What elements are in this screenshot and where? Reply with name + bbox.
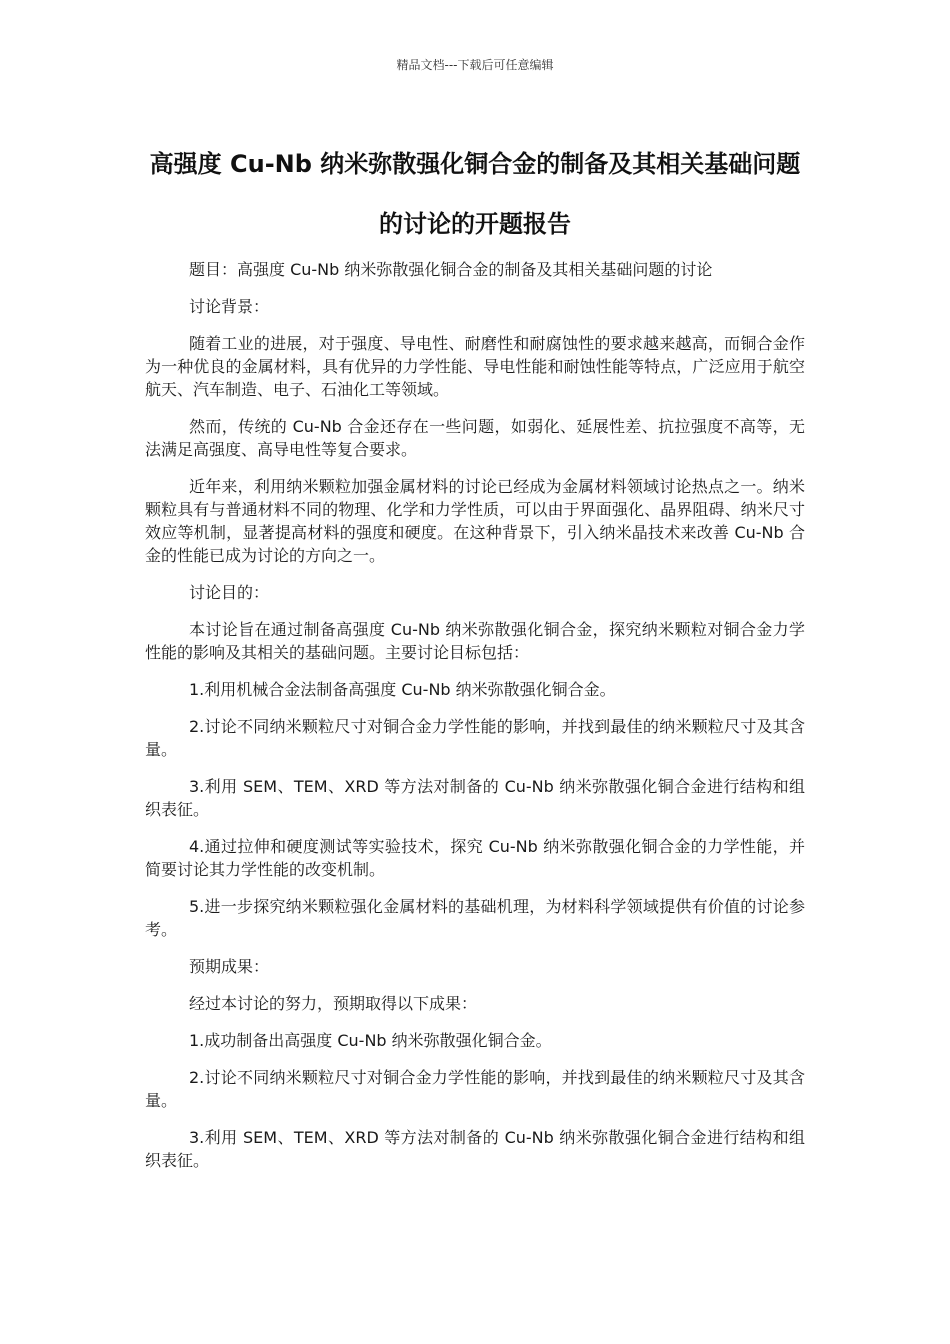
list-item-goal-2: 2.讨论不同纳米颗粒尺寸对铜合金力学性能的影响，并找到最佳的纳米颗粒尺寸及其含量。 [145,717,805,759]
heading-purpose: 讨论目的： [189,583,270,602]
list-item-result-2: 2.讨论不同纳米颗粒尺寸对铜合金力学性能的影响，并找到最佳的纳米颗粒尺寸及其含量。 [145,1068,805,1110]
list-item-goal-1: 1.利用机械合金法制备高强度 Cu-Nb 纳米弥散强化铜合金。 [189,680,616,699]
list-item-goal-3: 3.利用 SEM、TEM、XRD 等方法对制备的 Cu-Nb 纳米弥散强化铜合金进行结构和组织表征。 [145,777,805,819]
document-title: 高强度 Cu-Nb 纳米弥散强化铜合金的制备及其相关基础问题的讨论的开题报告 [149,150,801,238]
paragraph-background-2: 然而，传统的 Cu-Nb 合金还存在一些问题，如弱化、延展性差、抗拉强度不高等，无法满足高强度、高导电性等复合要求。 [145,417,805,459]
list-item-result-1: 1.成功制备出高强度 Cu-Nb 纳米弥散强化铜合金。 [189,1031,552,1050]
document-body [145,258,805,1186]
header-note: 精品文档---下载后可任意编辑 [396,58,554,72]
list-item-goal-5: 5.进一步探究纳米颗粒强化金属材料的基础机理，为材料科学领域提供有价值的讨论参考。 [145,897,805,939]
paragraph-results-intro: 经过本讨论的努力，预期取得以下成果： [189,994,478,1013]
list-item-goal-4: 4.通过拉伸和硬度测试等实验技术，探究 Cu-Nb 纳米弥散强化铜合金的力学性能，并简要讨论其力学性能的改变机制。 [145,837,805,879]
heading-expected-results: 预期成果： [189,957,270,976]
paragraph-background-1: 随着工业的进展，对于强度、导电性、耐磨性和耐腐蚀性的要求越来越高，而铜合金作为一种优良的金属材料，具有优异的力学性能、导电性能和耐蚀性能等特点，广泛应用于航空航天、汽车制造、电子、石油化工等领域。 [145,334,805,399]
list-item-result-3: 3.利用 SEM、TEM、XRD 等方法对制备的 Cu-Nb 纳米弥散强化铜合金进行结构和组织表征。 [145,1128,805,1170]
paragraph-purpose-intro: 本讨论旨在通过制备高强度 Cu-Nb 纳米弥散强化铜合金，探究纳米颗粒对铜合金力学性能的影响及其相关的基础问题。主要讨论目标包括： [145,620,805,662]
paragraph-background-3: 近年来，利用纳米颗粒加强金属材料的讨论已经成为金属材料领域讨论热点之一。纳米颗粒具有与普通材料不同的物理、化学和力学性质，可以由于界面强化、晶界阻碍、纳米尺寸效应等机制，显著提高材料的强度和硬度。在这种背景下，引入纳米晶技术来改善 Cu-Nb 合金的性能已成为讨论的方向之一。 [145,477,805,565]
heading-background: 讨论背景： [189,297,270,316]
paragraph-topic: 题目：高强度 Cu-Nb 纳米弥散强化铜合金的制备及其相关基础问题的讨论 [189,260,713,279]
